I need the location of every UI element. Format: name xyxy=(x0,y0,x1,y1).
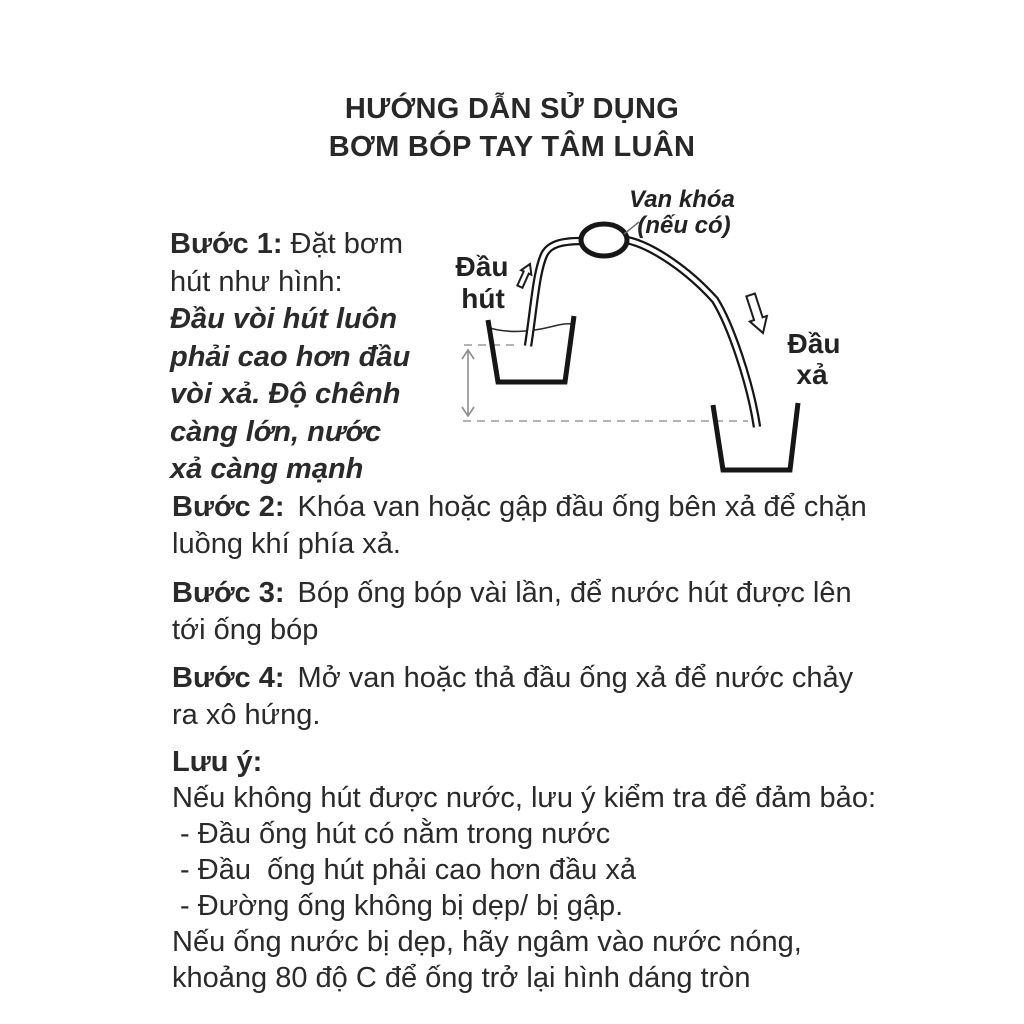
squeeze-bulb-valve xyxy=(581,224,627,256)
step-1-first-line xyxy=(170,226,450,264)
step-1-label: Bước 1: xyxy=(170,228,283,260)
step-4-text: Mở van hoặc thả đầu ống xả để nước chảy xyxy=(297,662,854,694)
step-1-note-line: phải cao hơn đầu xyxy=(170,340,411,373)
step-1-intro-text: hút như hình: xyxy=(170,265,343,298)
step-4 xyxy=(172,660,932,734)
discharge-end-label-line-2: xả xyxy=(796,359,828,390)
title-line-2: BƠM BÓP TAY TÂM LUÂN xyxy=(328,131,696,163)
discharge-end-label-line-1: Đầu xyxy=(787,328,841,359)
step-2-line-2: luồng khí phía xả. xyxy=(172,528,401,560)
flow-down-arrow-icon xyxy=(742,292,771,336)
step-3-text: Bóp ống bóp vài lần, để nước hút được lên xyxy=(297,577,852,609)
discharge-tube-inner xyxy=(627,240,757,427)
step-2-line-1 xyxy=(172,489,932,526)
step-2 xyxy=(172,489,932,563)
step-1-intro-text: Đặt bơm xyxy=(290,228,404,260)
notes-item: - Đầu ống hút phải cao hơn đầu xả xyxy=(172,854,636,886)
step-3 xyxy=(172,575,932,649)
valve-label-line-2: (nếu có) xyxy=(637,212,731,239)
siphon-diagram xyxy=(438,176,874,498)
suction-end-label-line-1: Đầu xyxy=(455,251,509,282)
step-4-line-1 xyxy=(172,660,932,697)
step-1-note-line: Đầu vòi hút luôn xyxy=(170,303,398,335)
step-2-label: Bước 2: xyxy=(172,491,285,523)
step-4-line-2: ra xô hứng. xyxy=(172,699,321,731)
page-title xyxy=(0,90,1024,166)
notes-intro: Nếu không hút được nước, lưu ý kiểm tra để đảm bảo: xyxy=(172,782,877,814)
flow-up-arrow-icon xyxy=(515,262,535,289)
suction-end-label-line-2: hút xyxy=(461,283,505,314)
notes-footer-line: Nếu ống nước bị dẹp, hãy ngâm vào nước nóng, xyxy=(172,926,802,958)
discharge-tube xyxy=(627,240,757,427)
notes-heading: Lưu ý: xyxy=(172,746,263,778)
step-3-line-1 xyxy=(172,575,932,612)
step-4-label: Bước 4: xyxy=(172,662,285,694)
notes-item: - Đường ống không bị dẹp/ bị gập. xyxy=(172,890,624,922)
step-1-block xyxy=(170,226,450,489)
title-line-1: HƯỚNG DẪN SỬ DỤNG xyxy=(344,93,680,125)
step-3-label: Bước 3: xyxy=(172,577,285,609)
notes-item: - Đầu ống hút có nằm trong nước xyxy=(172,818,611,850)
step-2-text: Khóa van hoặc gập đầu ống bên xả để chặn xyxy=(297,491,867,523)
step-3-line-2: tới ống bóp xyxy=(172,614,319,646)
notes-section xyxy=(172,744,952,996)
step-1-note-line: vòi xả. Độ chênh xyxy=(170,378,401,410)
notes-footer-line: khoảng 80 độ C để ống trở lại hình dáng tròn xyxy=(172,962,751,994)
valve-label-line-1: Van khóa xyxy=(629,186,735,213)
step-1-note-line: xả càng mạnh xyxy=(170,453,364,485)
step-1-note-line: càng lớn, nước xyxy=(170,415,382,448)
